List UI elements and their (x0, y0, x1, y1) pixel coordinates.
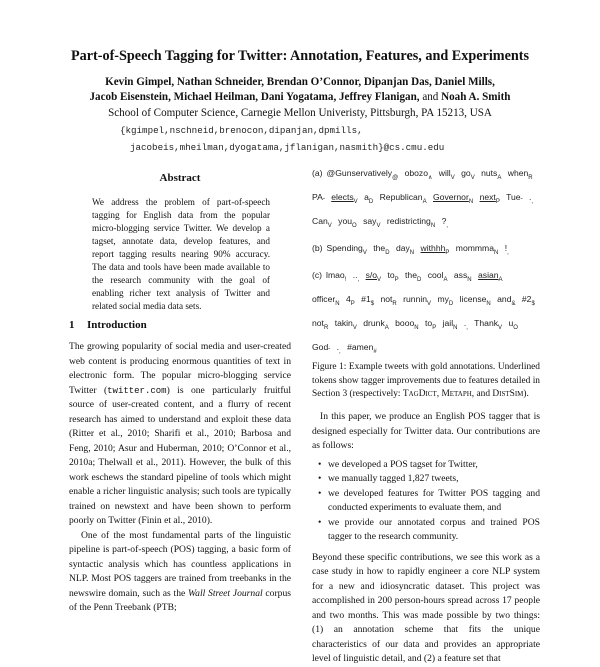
tagged-token: asian$_A$ (478, 270, 503, 283)
intro-paragraph-2 (69, 529, 291, 616)
caption-sep-1: , (436, 389, 442, 399)
caption-feature-tagdict: TagDict (402, 389, 437, 399)
tagged-token: Can$_V$ (312, 216, 332, 229)
caption-text-b: ). (523, 389, 529, 399)
section-heading-introduction (69, 319, 147, 331)
section-title: Introduction (87, 319, 147, 331)
tagged-token: $\#2_{\$}$ (521, 294, 535, 307)
tagged-token: you$_O$ (338, 216, 357, 229)
figure-1-caption (312, 361, 540, 402)
intro-paragraph-1 (69, 340, 291, 529)
tagged-token: Spending$_V$ (326, 243, 367, 256)
tagged-token: the$_D$ (373, 243, 390, 256)
tagged-token: redistricting$_N$ (386, 216, 436, 229)
email-line-2: jacobeis,mheilman,dyogatama,jflanigan,nasmith}@cs.cmu.edu (130, 142, 445, 153)
tagged-token: $go_V$ (461, 168, 475, 181)
paper-title: Part-of-Speech Tagging for Twitter: Annotation, Features, and Experiments (70, 48, 530, 64)
tagged-token: $my_D$ (437, 294, 454, 307)
email-line-1: {kgimpel,nschneid,brenocon,dipanjan,dpmills, (120, 125, 363, 136)
wsj-title: Wall Street Journal (188, 587, 263, 599)
twitter-url: twitter.com (107, 385, 167, 396)
caption-feature-metaph: Metaph (441, 389, 472, 399)
tagged-token: lmao$_!$ (326, 270, 347, 283)
case-study-paragraph: Beyond these specific contributions, we see this work as a case study in how to rapidly engineer a core NLP system for a new and idiosyncratic dataset. This project was accomplished in 200 person-hours spread across 17 people and two months. This was made possible by two things: (1) an annotation scheme that fits the unique characteristics of our data and provides an appropriate level of linguistic detail, and (2) a feature set that (312, 551, 540, 664)
author-line-2-names: Jacob Eisenstein, Michael Heilman, Dani Yogatama, Jeffrey Flanigan, (89, 91, 420, 103)
figure-1-examples (312, 164, 540, 362)
tagged-token: $._,$ (463, 318, 468, 331)
tagged-token: $to_P$ (387, 270, 399, 283)
tagged-token: next$_P$ (479, 192, 500, 205)
tagged-token: $._,$ (528, 192, 534, 205)
author-line-2 (40, 90, 560, 105)
intro-p1-text-b: ) is one particularly fruitful source of user-created content, and a flurry of recent research has aimed to understand and exploit these data (Ritter et al., 2010; Sharifi et al., 2010; Barbosa and Feng, 2010; Asur and Huberman, 2010; O’Connor et al., 2010a; Thelwall et al., 2011). However, the bulk of this work eschews the standard pipeline of tools which might enable a richer linguistic analysis; such tools are typically trained on newstext and have been shown to perform poorly on Twitter (Finin et al., 2010). (69, 384, 291, 526)
caption-feature-distsim: DistSim (492, 389, 524, 399)
tagged-token: when$_R$ (507, 168, 533, 181)
tagged-token: runnin$_V$ (403, 294, 432, 307)
example-tweet (312, 266, 540, 362)
tagged-token: $!_,$ (504, 243, 509, 256)
tagged-token: $PA_ˆ$ (312, 192, 325, 205)
tagged-token: $.._,$ (352, 270, 360, 283)
tagged-token: nuts$_A$ (481, 168, 502, 181)
tagged-token: #amen$_{\#}$ (347, 342, 377, 355)
abstract-text: We address the problem of part-of-speech tagging for English data from the popular micro-blogging service Twitter. We develop a tagset, annotate data, develop features, and report tagging results nearing 90% accuracy. The data and tools have been made available to the research community with the goal of enabling richer text analysis of Twitter and related social media data sets. (92, 197, 270, 311)
tagged-token: will$_V$ (438, 168, 455, 181)
author-and: and (422, 91, 439, 103)
caption-sep-2: , and (471, 389, 493, 399)
tagged-token: and$_{\&}$ (497, 294, 516, 307)
tagged-token: booo$_N$ (395, 318, 419, 331)
section-number: 1 (69, 319, 75, 331)
tagged-token: officer$_N$ (312, 294, 340, 307)
tagged-token: Republican$_A$ (379, 192, 427, 205)
tagged-token: Thank$_V$ (474, 318, 503, 331)
example-label: (b) (312, 243, 323, 253)
tagged-token: takin$_V$ (334, 318, 357, 331)
tagged-token: $4_P$ (345, 294, 355, 307)
tagged-token: $to_P$ (425, 318, 437, 331)
author-last: Noah A. Smith (441, 91, 511, 103)
intro-p2-text-b: corpus of the Penn Treebank (PTB; (69, 587, 291, 613)
tagged-token: $s/o_V$ (365, 270, 382, 283)
example-label: (a) (312, 168, 323, 178)
list-item: • we developed a POS tagset for Twitter, (322, 458, 540, 473)
introduction-body (69, 340, 291, 616)
tagged-token: not$_R$ (312, 318, 329, 331)
contributions-list (312, 458, 540, 545)
example-tweet (312, 164, 540, 236)
tagged-token: drunk$_A$ (363, 318, 389, 331)
tagged-token: $a_D$ (364, 192, 374, 205)
abstract-heading: Abstract (159, 172, 201, 184)
tagged-token: day$_N$ (395, 243, 415, 256)
tagged-token: cool$_A$ (427, 270, 448, 283)
tagged-token: jail$_N$ (442, 318, 458, 331)
right-column-body (312, 410, 540, 667)
tagged-token: God$_ˆ$ (312, 342, 331, 355)
list-item: • we developed features for Twitter POS tagging and conducted experiments to evaluate them, and (322, 487, 540, 516)
tagged-token: $u_O$ (508, 318, 518, 331)
list-item: • we provide our annotated corpus and trained POS tagger to the research community. (322, 516, 540, 545)
tagged-token: $._,$ (336, 342, 341, 355)
author-emails (120, 122, 560, 156)
tagged-token: withhh$_P$ (420, 243, 450, 256)
tagged-token: $\#1_{\$}$ (361, 294, 375, 307)
tagged-token: say$_V$ (363, 216, 381, 229)
tagged-token: obozo$_\wedge$ (404, 168, 433, 181)
intro-p1-text-a: The growing popularity of social media and user-created web content is producing enormous quantities of text in electronic form. The popular micro-blogging service Twitter ( (69, 341, 291, 396)
tagged-token: the$_D$ (405, 270, 422, 283)
tagged-token: not$_R$ (380, 294, 397, 307)
intro-p2-text-a: One of the most fundamental parts of the linguistic pipeline is part-of-speech (POS) tagging, a basic form of syntactic analysis which has countless applications in NLP. Most POS taggers are trained from treebanks in the newswire domain, such as the (69, 529, 291, 599)
example-label: (c) (312, 270, 323, 280)
list-item: • we manually tagged 1,827 tweets, (322, 472, 540, 487)
caption-text-a: Figure 1: Example tweets with gold annotations. Underlined tokens show tagger improvements due to features detailed in Section 3 (respectively: (312, 362, 540, 399)
author-list (40, 75, 560, 105)
tagged-token: mommma$_N$ (455, 243, 499, 256)
tagged-token: ass$_N$ (453, 270, 472, 283)
tagged-token: $?_,$ (441, 216, 449, 229)
author-line-1: Kevin Gimpel, Nathan Schneider, Brendan O’Connor, Dipanjan Das, Daniel Mills, (105, 76, 495, 88)
contributions-intro: In this paper, we produce an English POS tagger that is designed especially for Twitter data. Our contributions are as follows: (312, 411, 540, 451)
tagged-token: license$_N$ (459, 294, 491, 307)
tagged-token: @Gunservatively$_@$ (326, 168, 399, 181)
tagged-token: Tue$_ˆ$ (506, 192, 523, 205)
example-tweet (312, 239, 540, 263)
affiliation: School of Computer Science, Carnegie Mellon Univeristy, Pittsburgh, PA 15213, USA (108, 107, 492, 119)
tagged-token: Governor$_N$ (433, 192, 474, 205)
tagged-token: elects$_V$ (331, 192, 358, 205)
